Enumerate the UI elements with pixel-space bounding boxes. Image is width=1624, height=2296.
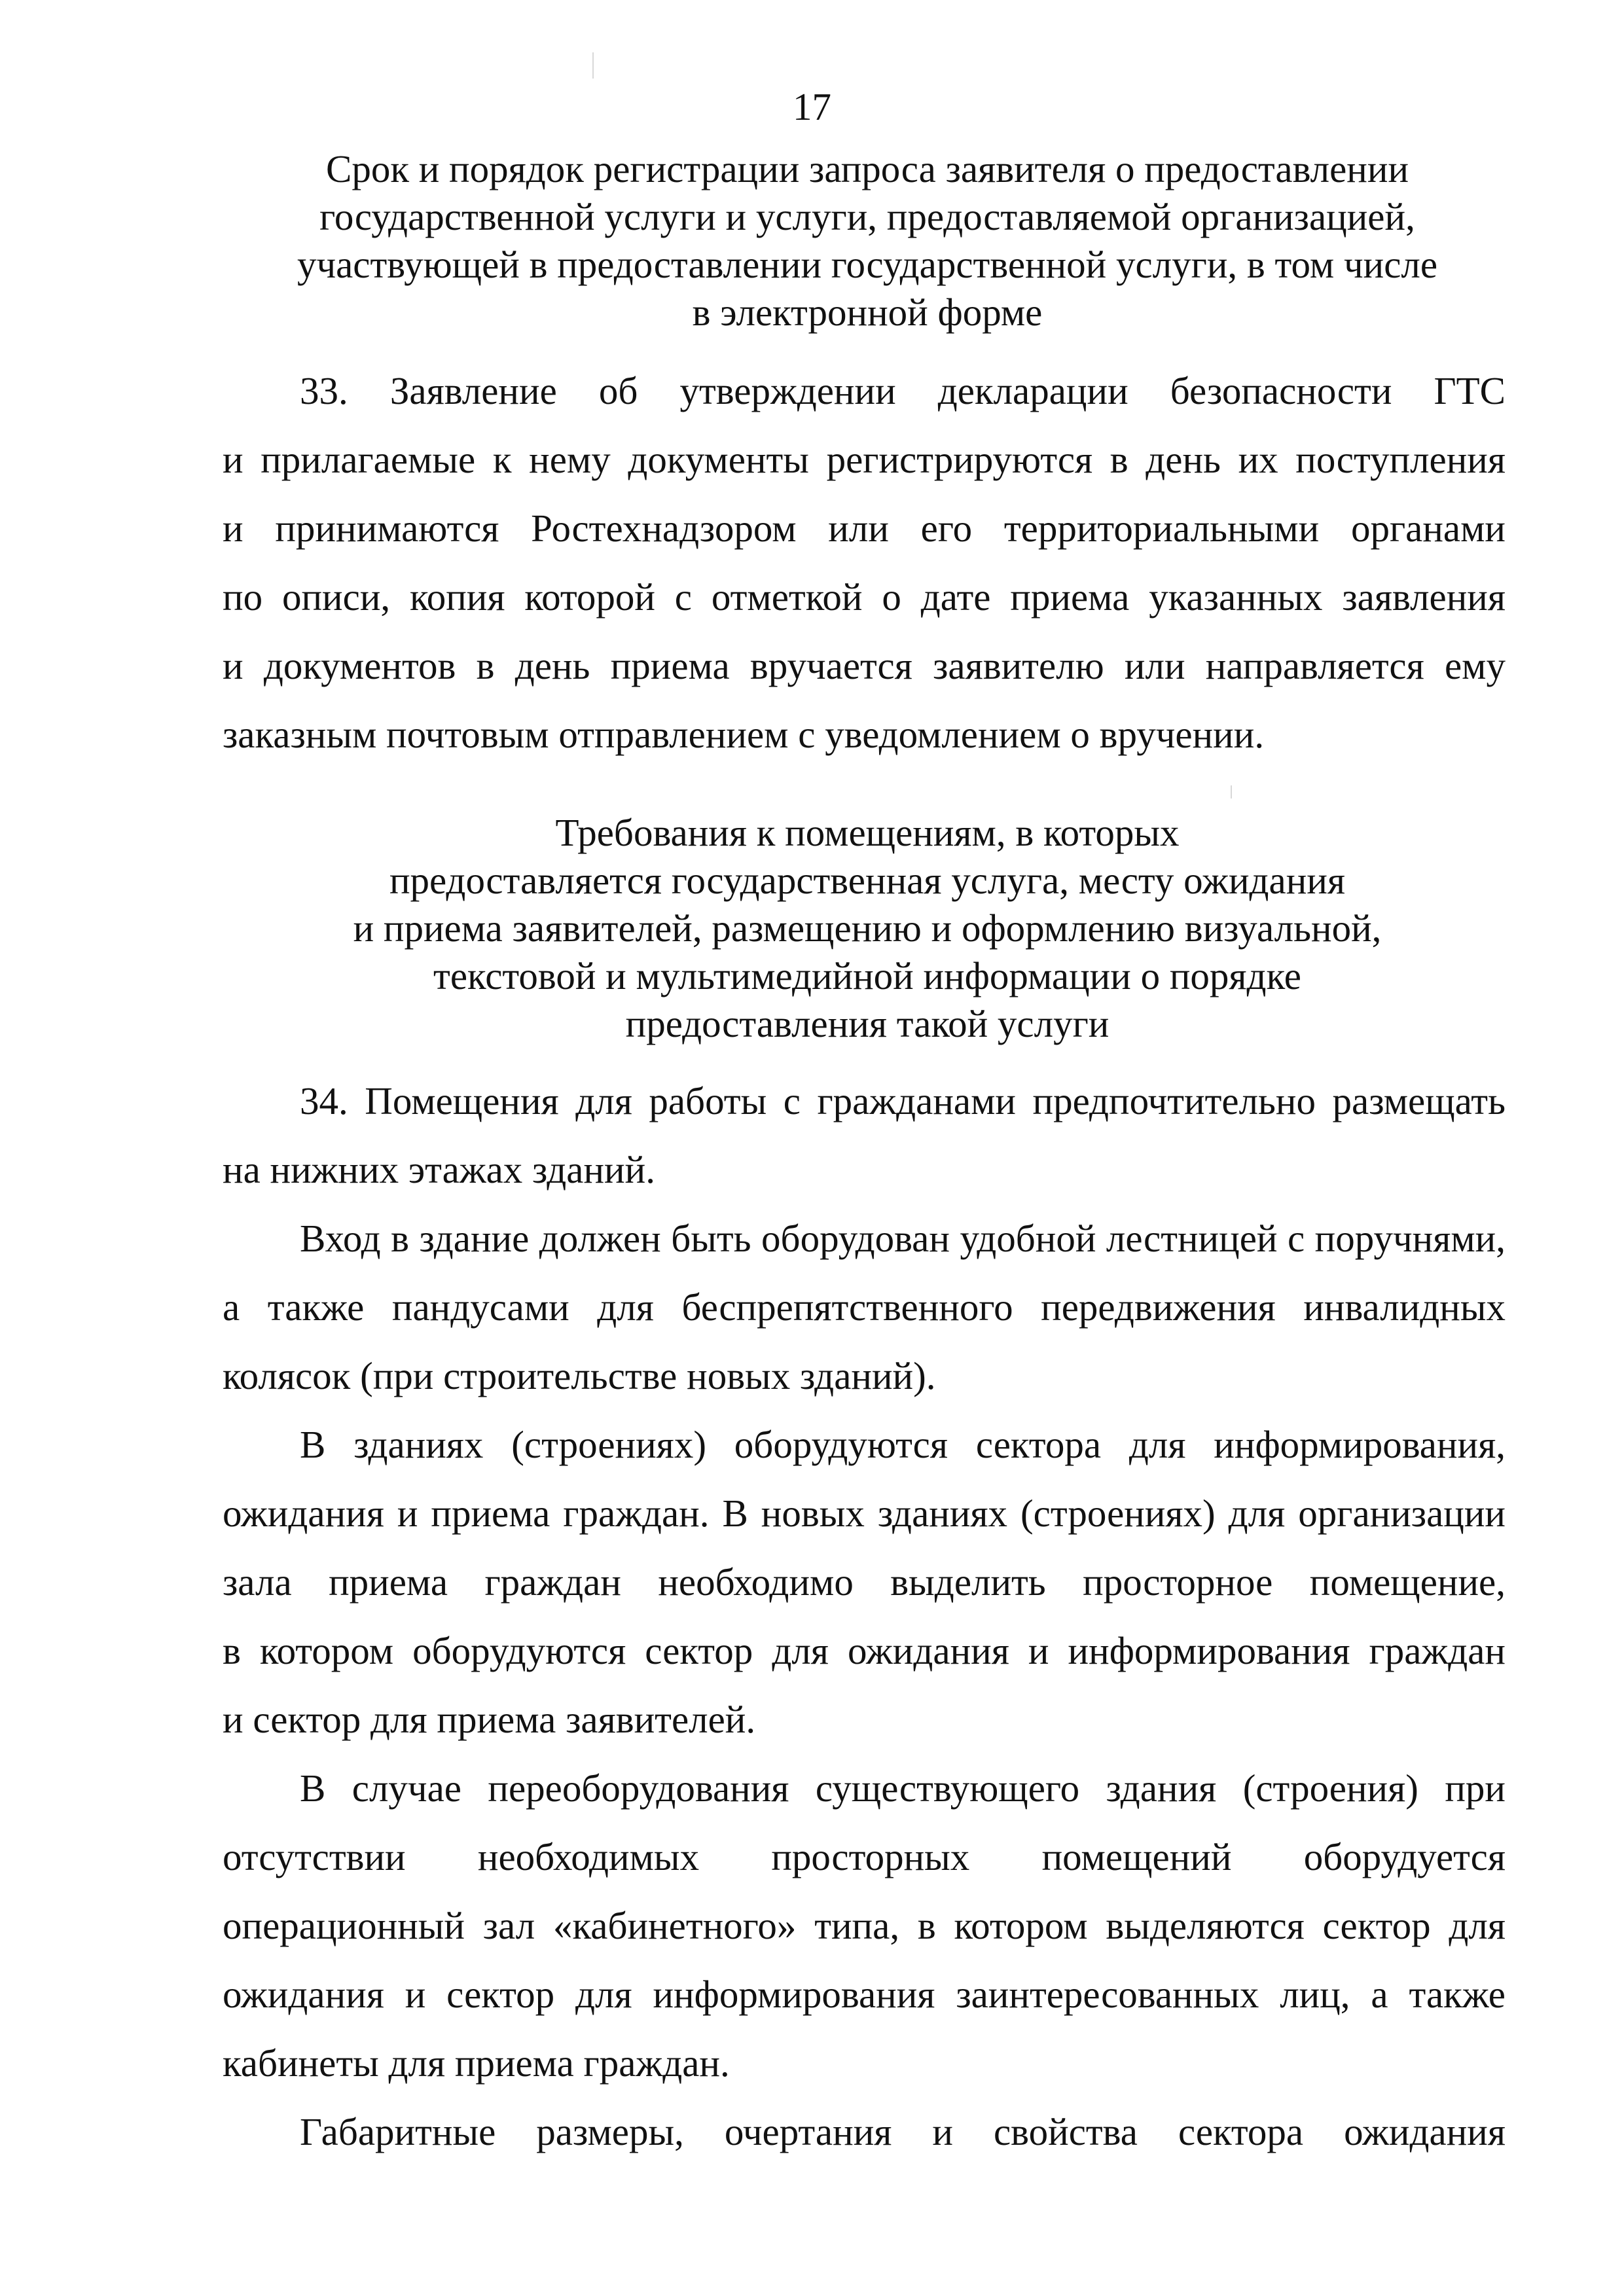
heading-line: Срок и порядок регистрации запроса заявителя о предоставлении: [325, 147, 1409, 190]
text-line: 34. Помещения для работы с гражданами предпочтительно размещать: [300, 1079, 1506, 1122]
heading-line: участвующей в предоставлении государственной услуги, в том числе: [297, 243, 1438, 286]
paragraph: [223, 1204, 1506, 1410]
text-line: В случае переоборудования существующего здания (строения) при: [300, 1767, 1506, 1810]
text-line: заказным почтовым отправлением с уведомлением о вручении.: [223, 713, 1265, 756]
text-line: и принимаются Ростехнадзором или его территориальными органами: [223, 507, 1506, 550]
text-line: в котором оборудуются сектор для ожидания и информирования граждан: [223, 1629, 1506, 1672]
text-line: зала приема граждан необходимо выделить просторное помещение,: [223, 1560, 1506, 1604]
text-line: ожидания и приема граждан. В новых зданиях (строениях) для организации: [223, 1492, 1506, 1535]
paragraph: [223, 2098, 1506, 2166]
heading-line: Требования к помещениям, в которых: [555, 811, 1180, 854]
text-line: В зданиях (строениях) оборудуются сектора для информирования,: [300, 1423, 1506, 1466]
paragraph: [223, 1754, 1506, 2098]
text-line: кабинеты для приема граждан.: [223, 2041, 730, 2085]
text-line: отсутствии необходимых просторных помещений оборудуется: [223, 1835, 1506, 1878]
scan-artifact: [592, 52, 594, 79]
section-heading-premises: [223, 809, 1512, 1048]
scan-artifact: [1231, 785, 1232, 798]
heading-line: предоставления такой услуги: [625, 1002, 1110, 1045]
heading-line: и приема заявителей, размещению и оформлению визуальной,: [353, 906, 1382, 950]
text-line: Вход в здание должен быть оборудован удобной лестницей с поручнями,: [300, 1217, 1506, 1260]
heading-line: текстовой и мультимедийной информации о порядке: [433, 954, 1301, 997]
heading-line: в электронной форме: [692, 291, 1043, 334]
paragraph: [223, 1410, 1506, 1754]
text-line: ожидания и сектор для информирования заинтересованных лиц, а также: [223, 1973, 1506, 2016]
text-line: Габаритные размеры, очертания и свойства сектора ожидания: [300, 2110, 1506, 2153]
text-line: и прилагаемые к нему документы регистрируются в день их поступления: [223, 438, 1506, 481]
text-line: 33. Заявление об утверждении декларации безопасности ГТС: [300, 369, 1506, 412]
paragraph: [223, 357, 1506, 769]
paragraph-33: [223, 357, 1506, 769]
text-line: и сектор для приема заявителей.: [223, 1698, 756, 1741]
text-line: операционный зал «кабинетного» типа, в котором выделяются сектор для: [223, 1904, 1506, 1947]
text-line: и документов в день приема вручается заявителю или направляется ему: [223, 644, 1506, 687]
text-line: колясок (при строительстве новых зданий).: [223, 1354, 936, 1397]
paragraph: [223, 1067, 1506, 1204]
section-heading-registration: [223, 145, 1512, 336]
text-line: а также пандусами для беспрепятственного передвижения инвалидных: [223, 1285, 1506, 1329]
heading-line: предоставляется государственная услуга, месту ожидания: [389, 859, 1346, 902]
text-line: на нижних этажах зданий.: [223, 1148, 655, 1191]
text-line: по описи, копия которой с отметкой о дате приема указанных заявления: [223, 575, 1506, 619]
heading-line: государственной услуги и услуги, предоставляемой организацией,: [319, 195, 1415, 238]
page-number: 17: [793, 85, 831, 128]
paragraph-34: [223, 1067, 1506, 2166]
